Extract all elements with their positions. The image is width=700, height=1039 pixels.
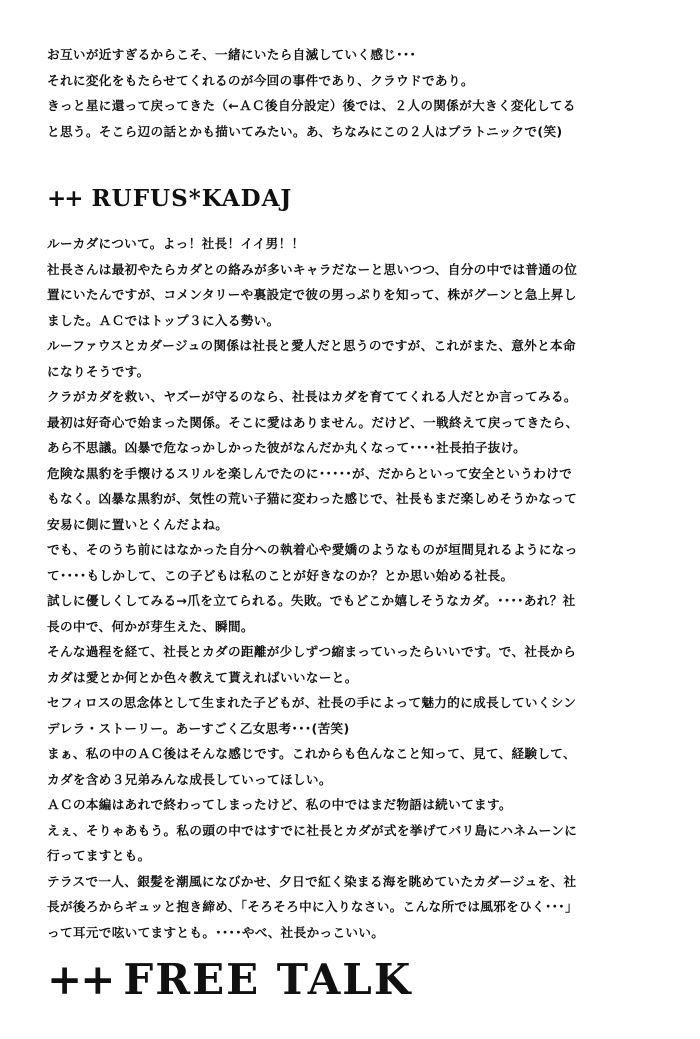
text-line: それに変化をもたらせてくれるのが今回の事件であり、クラウドであり。: [47, 72, 474, 88]
text-line: そんな過程を経て、社長とカダの距離が少しずつ縮まっていったらいいです。で、社長から: [47, 644, 577, 659]
text-line: と思う。そこら辺の話とかも描いてみたい。あ、ちなみにこの２人はプラトニックで(笑): [47, 123, 563, 139]
section-heading-rufus-kadaj: [47, 185, 292, 212]
text-line: になりそうです。: [47, 363, 150, 379]
text-line: 危険な黒豹を手懐けるスリルを楽しんでたのに･････が、だからといって安全というわけで: [47, 465, 573, 481]
text-line: デレラ・ストーリー。あーすごく乙女思考･･･(苦笑): [47, 720, 350, 736]
text-line: 長が後ろからギュッと抱き締め、「そろそろ中に入りなさい。こんな所では風邪をひく･･･」: [47, 899, 578, 914]
rufus-kadaj-paragraph: [47, 231, 659, 945]
text-line: ルーファウスとカダージュの関係は社長と愛人だと思うのですが、これがまた、意外と本命: [47, 338, 576, 353]
text-line: あら不思議。凶暴で危なっかしかった彼がなんだか丸くなって････社長拍子抜け。: [47, 440, 527, 455]
text-line: 長の中で、何かが芽生えた、瞬間。: [47, 618, 254, 634]
heading-title: FREE TALK: [123, 955, 413, 1004]
text-line: まぁ、私の中のＡＣ後はそんな感じです。これからも色んなこと知って、見て、経験して、: [47, 746, 576, 761]
heading-prefix: ++: [47, 185, 82, 212]
text-line: 置にいたんですが、コメンタリーや裏設定で彼の男っぷりを知って、株がグーンと急上昇し: [47, 287, 577, 302]
text-line: テラスで一人、銀髪を潮風になびかせ、夕日で紅く染まる海を眺めていたカダージュを、社: [47, 873, 577, 889]
text-line: ました。ＡＣではトップ３に入る勢い。: [47, 312, 280, 328]
text-line: えぇ、そりゃあもう。私の頭の中ではすでに社長とカダが式を挙げてバリ島にハネムーンに: [47, 822, 578, 838]
intro-paragraph: [47, 42, 659, 144]
text-line: ＡＣの本編はあれで終わってしまったけど、私の中ではまだ物語は続いてます。: [47, 797, 512, 812]
text-line: きっと星に還って戻ってきた（←ＡＣ後自分設定）後では、２人の関係が大きく変化してる: [47, 98, 576, 113]
text-line: お互いが近すぎるからこそ、一緒にいたら自滅していく感じ･･･: [47, 47, 417, 62]
text-line: セフィロスの思念体として生まれた子どもが、社長の手によって魅力的に成長していくシン: [47, 695, 577, 710]
text-line: って耳元で呟いてますとも。････やべ、社長かっこいい。: [47, 924, 385, 940]
text-line: 試しに優しくしてみる→爪を立てられる。失敗。でもどこか嬉しそうなカダ。････あれ？社: [47, 593, 576, 608]
text-line: カダは愛とか何とか色々教えて貰えればいいなーと。: [47, 669, 358, 685]
text-line: て････もしかして、この子どもは私のことが好きなのか？とか思い始める社長。: [47, 567, 514, 583]
text-line: 行ってますとも。: [47, 848, 151, 863]
text-line: でも、そのうち前にはなかった自分への執着心や愛嬌のようなものが垣間見れるようになっ: [47, 542, 578, 557]
heading-prefix: ++: [47, 955, 114, 1004]
text-line: もなく。凶暴な黒豹が、気性の荒い子猫に変わった感じで、社長もまだ楽しめそうかなって: [47, 491, 578, 506]
section-heading-free-talk: [47, 955, 412, 1004]
text-line: ルーカダについて。よっ！社長！イイ男！！: [47, 236, 305, 251]
text-line: 最初は好奇心で始まった関係。そこに愛はありません。だけど、一戦終えて戻ってきたら、: [47, 414, 579, 430]
text-line: 社長さんは最初やたらカダとの絡みが多いキャラだなーと思いつつ、自分の中では普通の位: [47, 261, 578, 277]
text-line: カダを含め３兄弟みんな成長していってほしい。: [47, 771, 332, 787]
heading-title: RUFUS*KADAJ: [91, 185, 293, 212]
text-line: クラがカダを救い、ヤズーが守るのなら、社長はカダを育ててくれる人だとか言ってみる。: [47, 389, 577, 404]
text-line: 安易に側に置いとくんだよね。: [47, 516, 229, 532]
